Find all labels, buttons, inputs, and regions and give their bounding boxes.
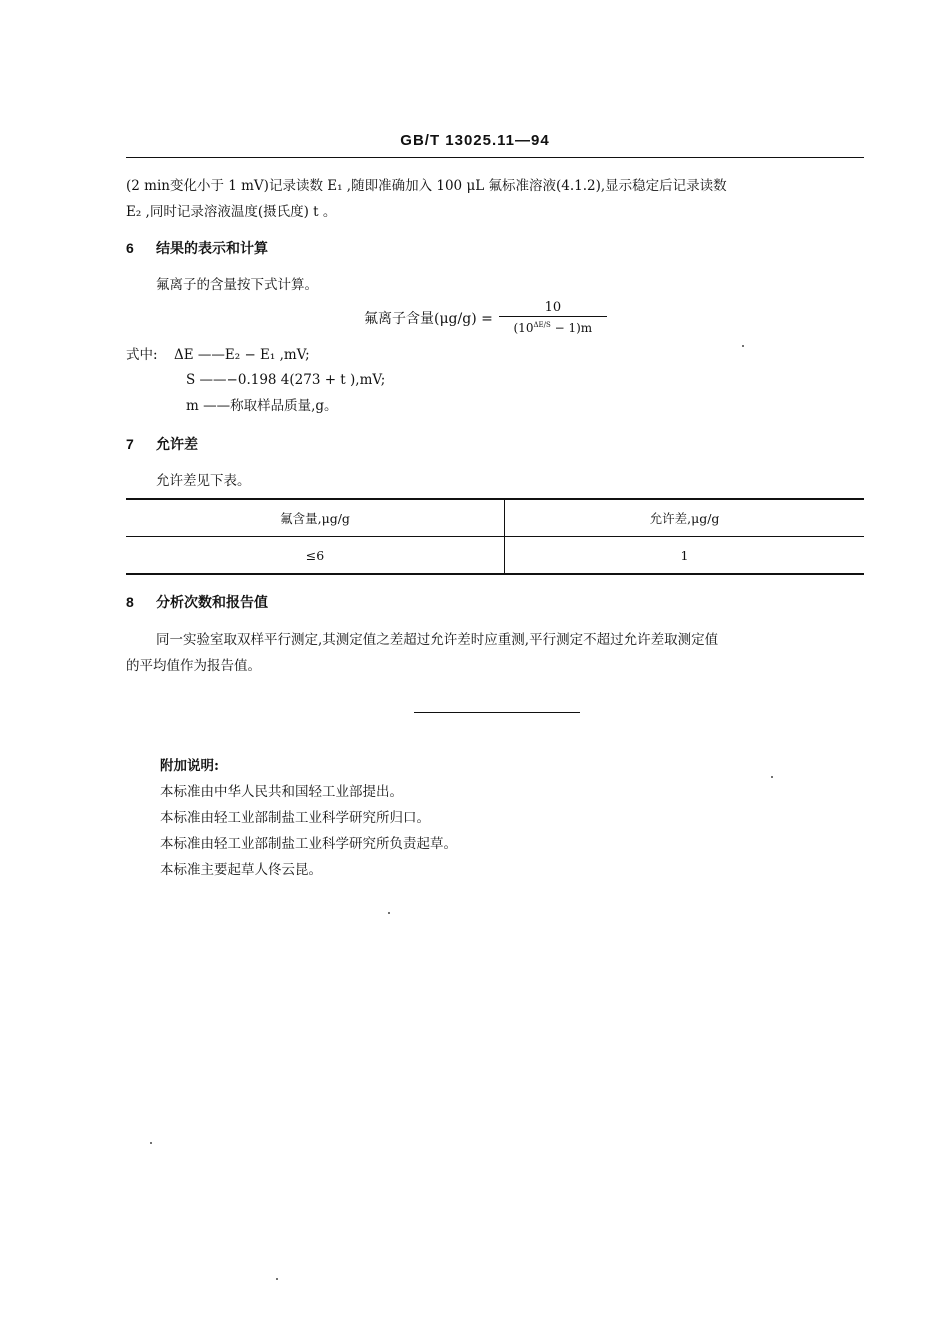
formula-lhs: 氟离子含量(μg/g) = <box>364 311 493 327</box>
table-row <box>126 537 864 575</box>
section-7-number: 7 <box>126 436 134 452</box>
fluoride-formula <box>364 300 607 336</box>
section-8-line-2: 的平均值作为报告值。 <box>126 658 261 674</box>
intro-line-1: (2 min变化小于 1 mV)记录读数 E₁ ,随即准确加入 100 μL 氟标准溶液(4.1.2),显示稳定后记录读数 <box>126 178 727 194</box>
section-6-number: 6 <box>126 240 134 256</box>
where-label: 式中: <box>126 347 158 363</box>
cell-tolerance: 1 <box>680 547 689 563</box>
section-8-heading <box>126 592 268 612</box>
section-8-paragraph <box>126 627 866 679</box>
section-6-title: 结果的表示和计算 <box>156 241 268 257</box>
definition-delta-e: ΔE ——E₂ − E₁ ,mV; <box>174 347 310 363</box>
formula-fraction <box>499 300 607 336</box>
formula-denominator <box>512 317 595 336</box>
scan-speck <box>276 1278 278 1280</box>
header-fluoride-content: 氟含量,μg/g <box>126 499 505 537</box>
definition-s: S ——−0.198 4(273 + t ),mV; <box>186 372 386 388</box>
section-7-heading <box>126 434 198 454</box>
note-item: 本标准主要起草人佟云昆。 <box>160 862 322 878</box>
scan-speck <box>388 912 390 914</box>
definition-m: m ——称取样品质量,g。 <box>186 398 338 414</box>
note-item: 本标准由轻工业部制盐工业科学研究所负责起草。 <box>160 836 457 852</box>
scan-speck <box>150 1142 152 1144</box>
additional-notes <box>160 753 457 883</box>
section-6-text: 氟离子的含量按下式计算。 <box>156 277 318 293</box>
formula-numerator: 10 <box>544 300 562 315</box>
table-header-row <box>126 499 864 537</box>
intro-line-2: E₂ ,同时记录溶液温度(摄氏度) t 。 <box>126 204 337 220</box>
header-rule <box>126 157 864 158</box>
scan-speck <box>742 345 744 347</box>
section-7-text: 允许差见下表。 <box>156 473 251 489</box>
header-tolerance: 允许差,μg/g <box>649 511 720 526</box>
end-rule <box>414 712 580 713</box>
section-8-number: 8 <box>126 594 134 610</box>
formula-exponent: ΔE/S <box>533 321 551 329</box>
section-8-title: 分析次数和报告值 <box>156 595 268 611</box>
scan-speck <box>771 776 773 778</box>
note-item: 本标准由轻工业部制盐工业科学研究所归口。 <box>160 810 430 826</box>
section-6-heading <box>126 238 268 258</box>
standard-code: GB/T 13025.11—94 <box>400 132 550 149</box>
section-7-title: 允许差 <box>156 437 198 453</box>
tolerance-table <box>126 498 864 575</box>
section-8-line-1: 同一实验室取双样平行测定,其测定值之差超过允许差时应重测,平行测定不超过允许差取测定值 <box>156 632 719 648</box>
notes-title: 附加说明: <box>160 758 219 774</box>
intro-paragraph <box>126 173 866 225</box>
denominator-suffix: − 1)m <box>550 321 593 335</box>
note-item: 本标准由中华人民共和国轻工业部提出。 <box>160 784 403 800</box>
cell-fluoride-content: ≤6 <box>126 537 505 575</box>
denominator-prefix: (10 <box>513 321 534 335</box>
